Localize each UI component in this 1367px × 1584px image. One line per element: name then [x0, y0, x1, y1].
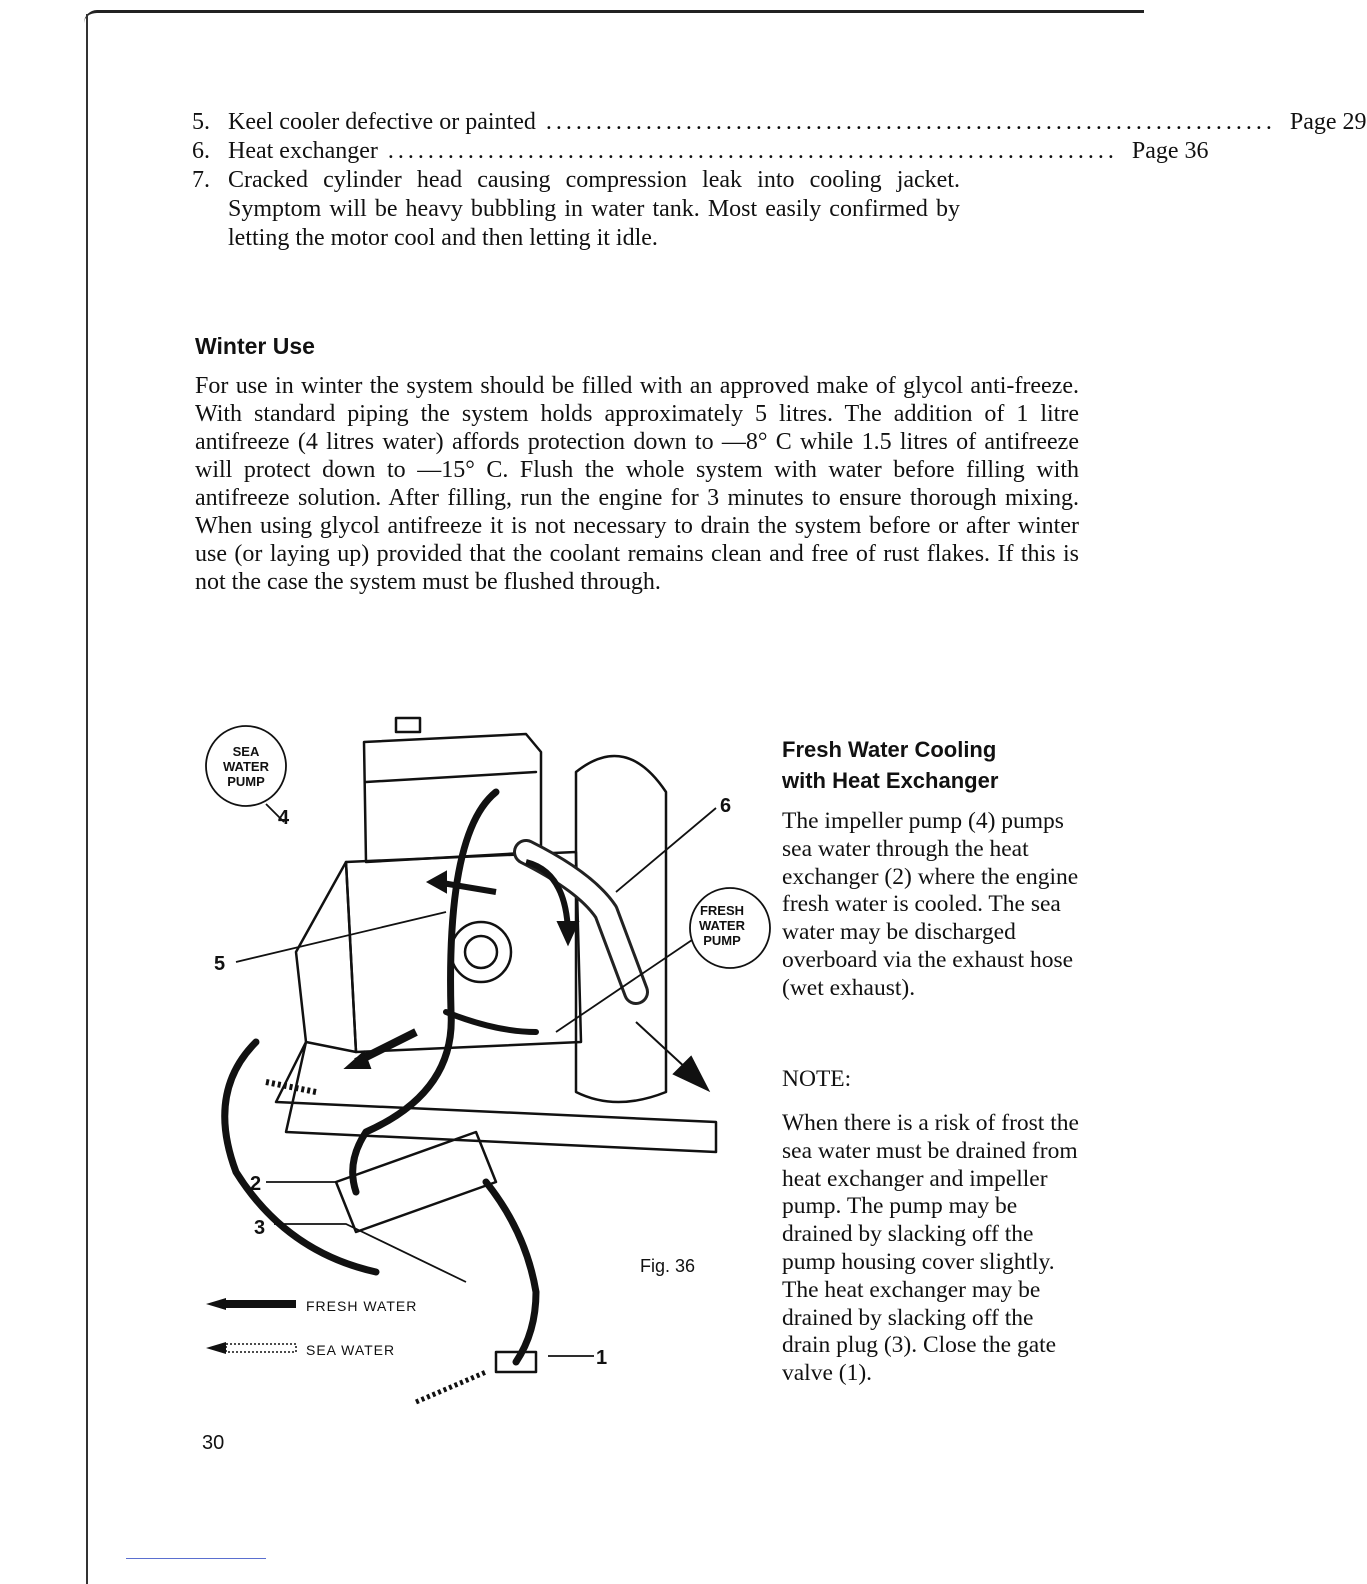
legend-sea-label: SEA WATER — [306, 1342, 396, 1358]
callout-fresh-line1: FRESH — [699, 903, 745, 918]
list-item-text: Keel cooler defective or painted — [228, 109, 536, 135]
page-number: 30 — [202, 1432, 225, 1454]
fresh-water-pump — [451, 922, 511, 982]
page-reference: Page 36 — [1131, 138, 1209, 164]
callout-sea-line3: PUMP — [227, 774, 265, 789]
side-heading-line1: Fresh Water Cooling — [782, 737, 997, 762]
callout-fresh-line3: PUMP — [703, 933, 741, 948]
legend — [206, 1298, 417, 1358]
bottom-rule — [126, 1558, 266, 1559]
fault-list — [192, 108, 1367, 253]
callout-sea-line2: WATER — [223, 759, 269, 774]
list-item — [192, 108, 1367, 137]
section-heading: Winter Use — [195, 333, 315, 359]
side-heading-line2: with Heat Exchanger — [782, 768, 999, 793]
page-reference: Page 29 — [1289, 109, 1367, 135]
scan-border-left — [86, 14, 88, 1584]
label-4: 4 — [278, 807, 290, 829]
engine-illustration — [196, 712, 745, 1442]
fresh-water-legend-arrow — [226, 1300, 296, 1308]
dot-leader: ......................................................................... — [545, 109, 1276, 135]
list-item-number: 6. — [192, 138, 210, 164]
sea-water-legend-arrow — [226, 1344, 296, 1352]
list-item-number: 5. — [192, 109, 210, 135]
label-1: 1 — [596, 1347, 608, 1369]
figure-caption: Fig. 36 — [640, 1256, 696, 1276]
list-item — [192, 137, 1209, 166]
cooling-system-diagram — [196, 712, 745, 1442]
dot-leader: ......................................................................... — [387, 138, 1118, 164]
winter-use-paragraph: For use in winter the system should be filled with an approved make of glycol anti-freeze. With standard piping the system holds approximately 5 litres. The addition of 1 litre antifreeze (4 litres water) affords protection down to —8° C while 1.5 litres of antifreeze will protect down to —15° C. Flush the whole system with water before filling with antifreeze solution. After filling, run the engine for 3 minutes to ensure thorough mixing. When using glycol antifreeze it is not necessary to drain the system before or after winter use (or laying up) provided that the coolant remains clean and free of rust flakes. If this is not the case the system must be flushed through. — [195, 373, 1079, 595]
label-2: 2 — [250, 1173, 262, 1195]
engine-block — [346, 852, 581, 1052]
label-5: 5 — [214, 953, 226, 975]
list-item — [192, 166, 960, 253]
list-item-number: 7. — [192, 167, 210, 193]
intake-hose — [486, 1182, 536, 1362]
side-heading — [782, 734, 998, 796]
engine-tank-outline — [364, 734, 541, 862]
legend-fresh-label: FRESH WATER — [306, 1298, 418, 1314]
label-3: 3 — [254, 1217, 266, 1239]
callout-sea-line1: SEA — [232, 744, 260, 759]
scan-border-top — [84, 10, 1144, 23]
side-description: The impeller pump (4) pumps sea water through the heat exchanger (2) where the engine fresh water is cooled. The sea water may be discharged overboard via the exhaust hose (wet exhaust). — [782, 808, 1079, 1001]
note-text: When there is a risk of frost the sea water must be drained from heat exchanger and impeller pump. The pump may be drained by slacking off the pump housing cover slightly. The heat exchanger may be drained by slacking off the drain plug (3). Close the gate valve (1). — [782, 1110, 1079, 1387]
list-item-text: Cracked cylinder head causing compression leak into cooling jacket. Symptom will be heavy bubbling in water tank. Most easily confirmed by letting the motor cool and then letting it idle. — [228, 167, 960, 251]
list-item-text: Heat exchanger — [228, 138, 378, 164]
callout-fresh-line2: WATER — [699, 918, 745, 933]
label-6: 6 — [720, 795, 732, 817]
note-label: NOTE: — [782, 1066, 852, 1092]
